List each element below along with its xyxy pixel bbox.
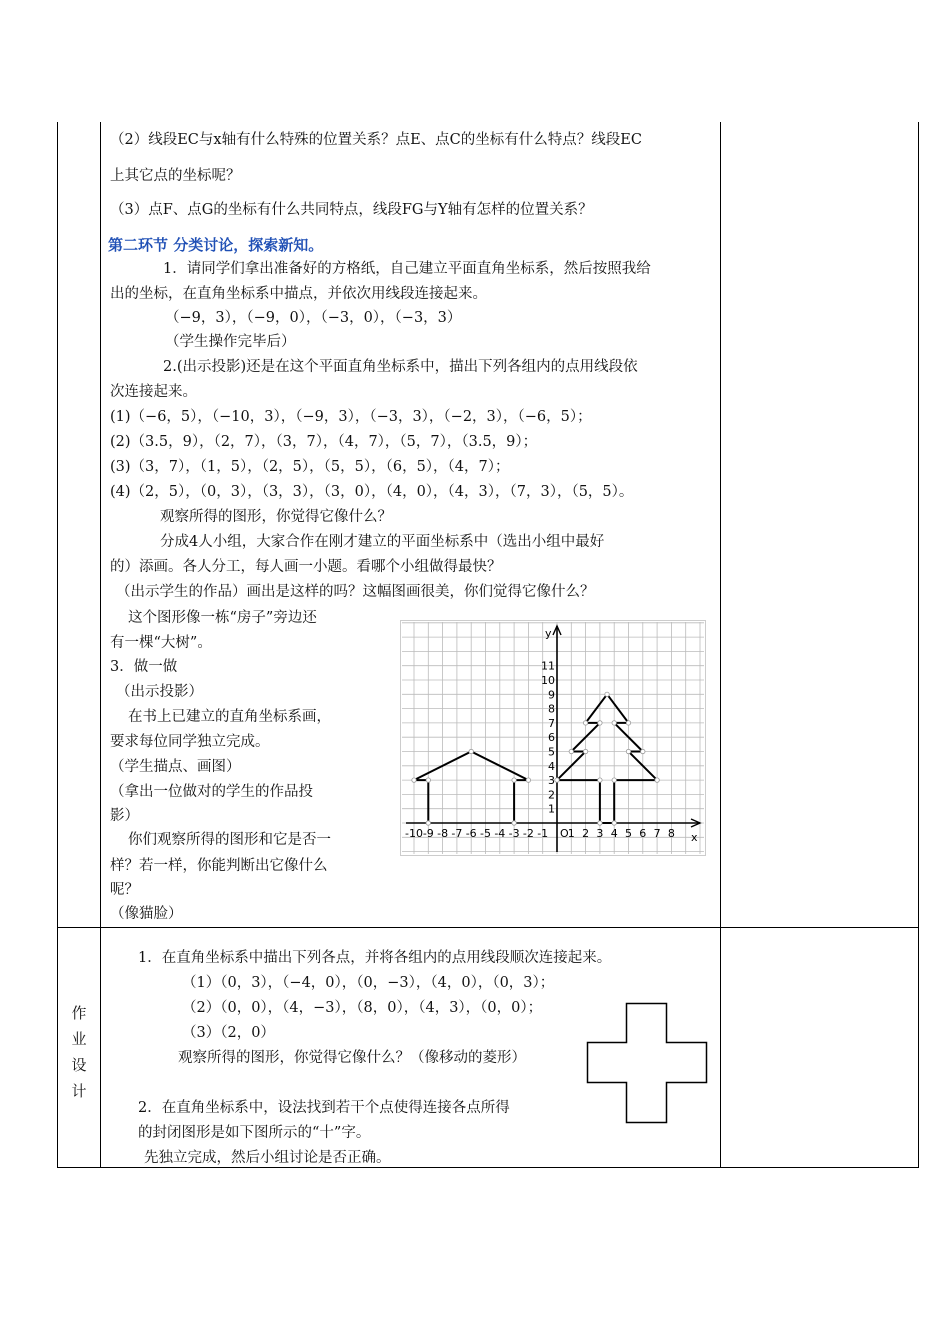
homework-q2-line-1: 2．在直角坐标系中，设法找到若干个点使得连接各点所得 (138, 1100, 510, 1116)
x-tick-label: 7 (653, 827, 661, 840)
y-tick-label: 1 (548, 802, 555, 816)
x-tick-label: -10 (405, 827, 423, 840)
table-border-mid (57, 927, 919, 928)
coordinates-list-1: （−9，3），（−9，0），（−3，0），（−3，3） (165, 310, 462, 326)
plot-point (555, 778, 559, 782)
homework-q2-line-2: 的封闭图形是如下图所示的“十”字。 (138, 1125, 371, 1141)
cross-outline (588, 1004, 707, 1123)
left-col-line-3: 3．做一做 (110, 659, 178, 675)
plot-point (641, 749, 645, 753)
y-tick-label: 3 (548, 774, 555, 788)
plot-point (598, 778, 602, 782)
observe-question: 观察所得的图形，你觉得它像什么？ (160, 509, 392, 525)
paragraph-1-line-1: 1．请同学们拿出准备好的方格纸，自己建立平面直角坐标系，然后按照我给 (163, 261, 651, 277)
plot-point (426, 778, 430, 782)
side-char-4: 计 (71, 1082, 87, 1100)
plot-point (612, 778, 616, 782)
homework-q2-line-3: 先独立完成，然后小组讨论是否正确。 (144, 1150, 391, 1166)
homework-side-label (58, 1000, 100, 1104)
origin-label: O (560, 827, 569, 840)
question-3: （3）点F、点G的坐标有什么共同特点，线段FG与Y轴有怎样的位置关系？ (110, 202, 593, 218)
left-col-line-13: （像猫脸） (110, 906, 183, 922)
homework-q1: 1．在直角坐标系中描出下列各点，并将各组内的点用线段顺次连接起来。 (138, 950, 612, 966)
plot-point (512, 778, 516, 782)
plot-point (469, 749, 473, 753)
x-tick-label: 1 (567, 827, 575, 840)
x-tick-label: -7 (451, 827, 463, 840)
y-tick-label: 11 (541, 659, 555, 673)
x-axis-label: x (691, 831, 698, 844)
left-col-line-4: （出示投影） (116, 684, 203, 700)
x-tick-label: -2 (522, 827, 534, 840)
plot-point (612, 721, 616, 725)
plot-point (612, 821, 616, 825)
x-tick-label: 6 (639, 827, 647, 840)
plot-point (583, 749, 587, 753)
homework-q1-group-3: （3）（2，0） (182, 1025, 275, 1041)
x-tick-label: -9 (422, 827, 434, 840)
x-tick-label: -8 (437, 827, 449, 840)
y-tick-label: 8 (548, 702, 555, 716)
x-tick-label: 3 (596, 827, 604, 840)
homework-q1-observe: 观察所得的图形，你觉得它像什么？（像移动的菱形） (178, 1050, 526, 1066)
plot-point (605, 692, 609, 696)
plot-point (626, 749, 630, 753)
y-tick-label: 6 (548, 731, 555, 745)
point-group-4: (4)（2，5），（0，3），（3，3），（3，0），（4，0），（4，3），（7，3），（5，5）。 (110, 484, 634, 500)
point-group-1: (1)（−6，5），（−10，3），（−9，3），（−3，3），（−2，3），（−6，5）； (110, 409, 592, 425)
x-tick-label: 2 (582, 827, 590, 840)
plot-point (598, 721, 602, 725)
group-work-line-1: 分成4人小组，大家合作在刚才建立的平面坐标系中（选出小组中最好 (160, 534, 605, 550)
table-border-col1 (100, 122, 101, 1168)
house-tree-coordinate-figure (400, 620, 706, 856)
x-tick-label: -4 (494, 827, 506, 840)
left-col-line-11: 样？若一样，你能判断出它像什么 (110, 858, 328, 874)
x-tick-label: 4 (610, 827, 618, 840)
x-tick-label: -1 (537, 827, 549, 840)
x-tick-label: 8 (667, 827, 675, 840)
y-tick-label: 4 (548, 759, 555, 773)
y-tick-label: 5 (548, 745, 555, 759)
operation-note: （学生操作完毕后） (165, 334, 296, 350)
x-tick-label: -3 (508, 827, 520, 840)
plot-point (569, 749, 573, 753)
plot-point (412, 778, 416, 782)
section-heading: 第二环节 分类讨论，探索新知。 (108, 236, 324, 254)
question-2-line-1: （2）线段EC与x轴有什么特殊的位置关系？点E、点C的坐标有什么特点？线段EC (110, 132, 642, 148)
y-tick-label: 10 (541, 674, 555, 687)
plot-point (598, 821, 602, 825)
cross-shape-figure (586, 1002, 708, 1124)
plot-point (655, 778, 659, 782)
left-col-line-8: （拿出一位做对的学生的作品投 (110, 784, 313, 800)
homework-q1-group-2: （2）（0，0），（4，−3），（8，0），（4，3），（0，0）； (182, 1000, 543, 1016)
y-axis-label: y (545, 627, 552, 640)
left-col-line-7: （学生描点、画图） (110, 759, 241, 775)
left-col-line-9: 影） (110, 808, 139, 824)
side-char-2: 业 (71, 1030, 87, 1048)
paragraph-2-line-1: 2.(出示投影)还是在这个平面直角坐标系中，描出下列各组内的点用线段依 (163, 359, 638, 375)
plot-point (526, 778, 530, 782)
table-border-col2 (720, 122, 721, 1168)
plot-point (626, 721, 630, 725)
y-tick-label: 9 (548, 688, 555, 702)
left-col-line-10: 你们观察所得的图形和它是否一 (128, 832, 331, 848)
left-col-line-1: 这个图形像一栋“房子”旁边还 (128, 610, 317, 626)
left-col-line-6: 要求每位同学独立完成。 (110, 734, 270, 750)
point-group-3: (3)（3，7），（1，5），（2，5），（5，5），（6，5），（4，7）； (110, 459, 510, 475)
table-border-right (918, 122, 919, 1168)
left-col-line-2: 有一棵“大树”。 (110, 635, 212, 651)
group-work-line-2: 的）添画。各人分工，每人画一小题。看哪个小组做得最快？ (110, 559, 502, 575)
side-char-1: 作 (71, 1004, 87, 1022)
y-tick-label: 7 (548, 716, 555, 730)
y-tick-label: 2 (548, 788, 555, 802)
plot-point (426, 821, 430, 825)
question-2-line-2: 上其它点的坐标呢？ (110, 168, 241, 184)
left-col-line-5: 在书上已建立的直角坐标系画， (128, 709, 331, 725)
x-tick-label: -5 (480, 827, 491, 840)
paragraph-2-line-2: 次连接起来。 (110, 384, 197, 400)
plot-point (583, 721, 587, 725)
left-col-line-12: 呢？ (110, 882, 139, 898)
x-tick-label: 5 (625, 827, 632, 840)
homework-q1-group-1: （1）（0，3），（−4，0），（0，−3），（4，0），（0，3）； (182, 975, 555, 991)
side-char-3: 设 (71, 1056, 87, 1074)
paragraph-1-line-2: 出的坐标，在直角坐标系中描点，并依次用线段连接起来。 (110, 286, 487, 302)
point-group-2: (2)（3.5，9），（2，7），（3，7），（4，7），（5，7），（3.5，9）； (110, 434, 538, 450)
x-tick-label: -6 (465, 827, 477, 840)
show-work-text: （出示学生的作品）画出是这样的吗？这幅图画很美，你们觉得它像什么？ (116, 584, 595, 600)
plot-point (512, 821, 516, 825)
